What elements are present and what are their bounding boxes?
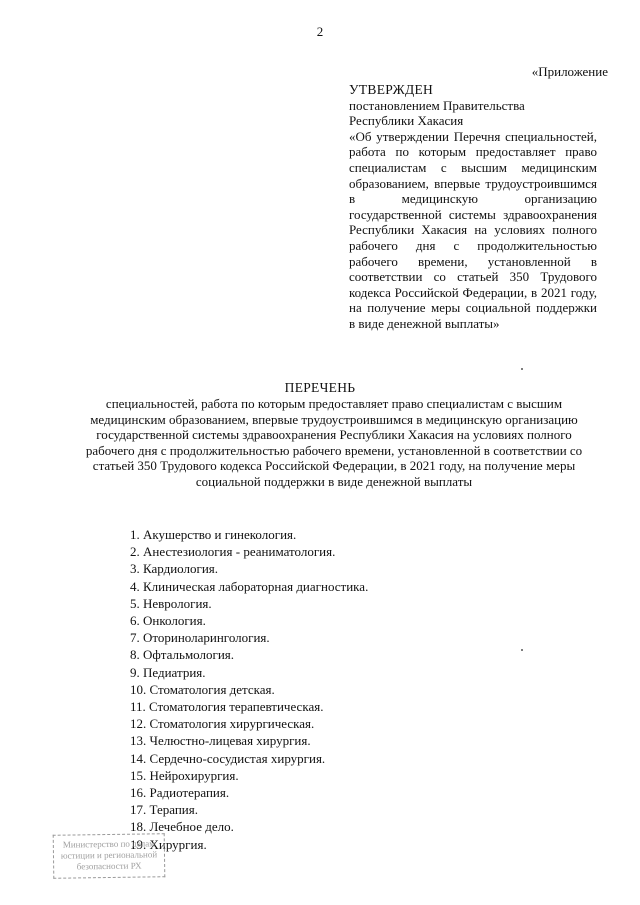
- list-item: 7. Оториноларингология.: [130, 630, 270, 646]
- document-subtitle: специальностей, работа по которым предоставляет право специалистам с высшим медицинским образованием, впервые трудоустроившимся в медицинскую организацию государственной системы здравоохранения Республики Хакасия на условиях полного рабочего дня с продолжительностью рабочего времени, установленной в соответствии со статьей 350 Трудового кодекса Российской Федерации, в 2021 году, на получение меры социальной поддержки в виде денежной выплаты: [85, 396, 583, 489]
- approval-block: [349, 82, 597, 332]
- page-number: 2: [316, 24, 324, 39]
- list-item: 8. Офтальмология.: [130, 647, 235, 663]
- list-item: 13. Челюстно-лицевая хирургия.: [130, 733, 311, 749]
- document-heading: ПЕРЕЧЕНЬ: [284, 380, 356, 395]
- list-item: 15. Нейрохирургия.: [130, 767, 239, 783]
- list-item: 9. Педиатрия.: [130, 664, 206, 680]
- list-item: 2. Анестезиология - реаниматология.: [130, 544, 336, 560]
- list-item: 4. Клиническая лабораторная диагностика.: [130, 578, 369, 594]
- list-item: 16. Радиотерапия.: [130, 785, 230, 801]
- approval-line-decree: постановлением Правительства: [349, 97, 525, 113]
- list-item: 6. Онкология.: [130, 613, 206, 629]
- list-item: 19. Хирургия.: [130, 836, 207, 852]
- scan-speck: [521, 368, 523, 370]
- approved-word: УТВЕРЖДЕН: [349, 82, 434, 97]
- stamp-line: Министерство по делам: [62, 838, 155, 850]
- scan-speck: [521, 649, 523, 651]
- list-item: 1. Акушерство и гинекология.: [130, 527, 297, 542]
- list-item: 11. Стоматология терапевтическая.: [130, 699, 324, 715]
- appendix-label: «Приложение: [531, 64, 608, 79]
- list-item: 10. Стоматология детская.: [130, 681, 275, 697]
- list-item: 3. Кардиология.: [130, 561, 219, 577]
- specialty-list: [130, 526, 368, 853]
- list-item: 12. Стоматология хирургическая.: [130, 716, 315, 732]
- registration-stamp: [53, 833, 166, 879]
- list-item: 17. Терапия.: [130, 802, 198, 818]
- list-item: 14. Сердечно-сосудистая хирургия.: [130, 750, 326, 766]
- resolution-title: «Об утверждении Перечня специальностей, работа по которым предоставляет право специалистам с высшим медицинским образованием, впервые трудоустроившимся в медицинскую организацию государственной системы здравоохранения Республики Хакасия на условиях полного рабочего дня с продолжительностью рабочего времени, установленной в соответствии со статьей 350 Трудового кодекса Российской Федерации, в 2021 году, на получение меры социальной поддержки в виде денежной выплаты»: [349, 128, 597, 331]
- list-item: 5. Неврология.: [130, 595, 212, 611]
- stamp-line: безопасности РХ: [76, 860, 142, 872]
- stamp-line: юстиции и региональной: [60, 849, 158, 861]
- list-item: 18. Лечебное дело.: [130, 819, 234, 835]
- approval-line-republic: Республики Хакасия: [349, 113, 464, 129]
